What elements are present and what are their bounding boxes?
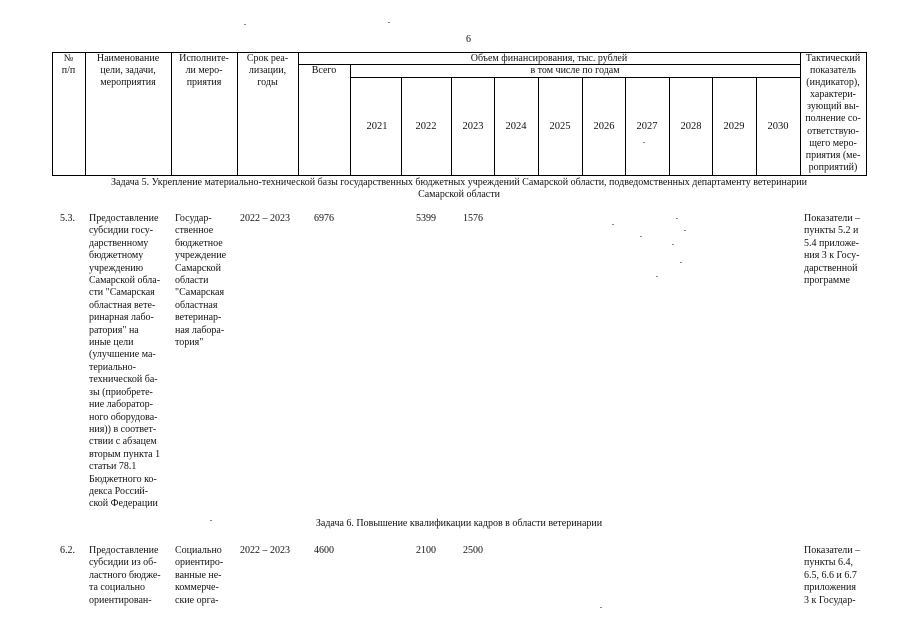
text-line: ветеринар- [175, 312, 222, 324]
row-2023-value: 2500 [463, 545, 483, 556]
text-line: пункты 5.2 и [804, 225, 859, 237]
text-line: тория" [175, 337, 204, 349]
row-number: 6.2. [60, 545, 75, 556]
text-line: 5.4 приложе- [804, 237, 859, 249]
header-line: № [63, 53, 74, 64]
col-line [866, 52, 867, 176]
text-line: дарственной [804, 262, 858, 274]
header-line: лизации, [248, 65, 287, 76]
years-subheader-divider [350, 77, 800, 78]
text-line: Бюджетного ко- [89, 473, 157, 485]
speck [388, 22, 390, 23]
text-line: ринарная лабо- [89, 312, 154, 324]
text-line: областная [175, 299, 218, 311]
text-line: ния)) в соответ- [89, 423, 157, 435]
year-2024: 2024 [505, 121, 527, 132]
text-line: ная лабора- [175, 324, 225, 336]
text-line: бюджетному [89, 250, 144, 262]
text-line: дарственному [89, 237, 149, 249]
speck [680, 262, 682, 263]
text-line: Предоставление [89, 213, 159, 224]
text-line: (улучшение ма- [89, 349, 156, 361]
header-line: характери- [810, 89, 856, 101]
speck [612, 224, 614, 225]
year-2023: 2023 [462, 121, 484, 132]
text-line: ния 3 к Госу- [804, 250, 860, 262]
year-2030: 2030 [767, 121, 789, 132]
header-line: приятия [186, 77, 222, 88]
task-title-line: Задача 5. Укрепление материально-технической базы государственных бюджетных учреждений Самарской области, подведомственных департаменту ветеринарии [111, 177, 807, 188]
text-line: ванные не- [175, 569, 222, 581]
text-line: ские орга- [175, 594, 219, 606]
row-executor [175, 213, 226, 349]
text-line: ствии с абзацем [89, 436, 157, 448]
year-2027: 2027 [636, 121, 658, 132]
text-line: субсидии госу- [89, 225, 154, 237]
row-name [89, 545, 161, 607]
page-number: 6 [466, 34, 471, 45]
header-term [237, 53, 298, 89]
header-line: (индикатор), [806, 77, 860, 89]
header-line: цели, задачи, [100, 65, 156, 76]
header-line: зующий вы- [807, 101, 859, 113]
header-by-years: в том числе по годам [530, 65, 620, 76]
header-line: щего меро- [809, 137, 857, 149]
text-line: технической ба- [89, 374, 158, 386]
header-num [52, 53, 85, 77]
row-indicator [804, 213, 860, 287]
row-indicator [804, 545, 860, 607]
header-line: роприятий) [808, 161, 858, 173]
header-line: п/п [61, 65, 76, 76]
text-line: приложения [804, 582, 856, 594]
text-line: вторым пункта 1 [89, 448, 161, 460]
speck [676, 218, 678, 219]
row-2023-value: 1576 [463, 213, 483, 224]
text-line: ние лаборатор- [89, 399, 153, 411]
text-line: Показатели – [804, 545, 861, 556]
speck [600, 607, 602, 608]
speck [684, 230, 686, 231]
col-line [401, 77, 402, 176]
row-2022-value: 5399 [416, 213, 436, 224]
year-2026: 2026 [593, 121, 615, 132]
row-term: 2022 – 2023 [240, 213, 290, 224]
text-line: ратория" на [89, 324, 139, 336]
text-line: пункты 6.4, [804, 557, 854, 569]
text-line: субсидии из об- [89, 557, 157, 569]
text-line: ориентиро- [175, 557, 224, 569]
text-line: области [175, 275, 209, 287]
text-line: "Самарская [175, 287, 225, 299]
text-line: Социально [175, 545, 222, 556]
speck [210, 520, 212, 521]
header-line: мероприятия [100, 77, 156, 88]
year-2025: 2025 [549, 121, 571, 132]
year-2022: 2022 [415, 121, 437, 132]
text-line: зы (приобрете- [89, 386, 153, 398]
speck [640, 236, 642, 237]
text-line: статьи 78.1 [89, 461, 137, 473]
text-line: учреждение [175, 250, 227, 262]
year-2021: 2021 [366, 121, 388, 132]
header-line: ли меро- [185, 65, 223, 76]
header-line: Наименование [96, 53, 160, 64]
header-line: Тактический [805, 53, 861, 64]
text-line: Государ- [175, 213, 212, 224]
text-line: ного оборудова- [89, 411, 158, 423]
text-line: иные цели [89, 337, 134, 349]
text-line: ской Федерации [89, 498, 158, 510]
header-name [85, 53, 171, 89]
text-line: декса Россий- [89, 485, 149, 497]
row-total: 4600 [314, 545, 334, 556]
row-term: 2022 – 2023 [240, 545, 290, 556]
task-title-line: Самарской области [418, 189, 500, 200]
text-line: 3 к Государ- [804, 594, 856, 606]
task5-heading [52, 177, 866, 201]
text-line: областная вете- [89, 299, 156, 311]
text-line: программе [804, 275, 850, 287]
speck [656, 276, 658, 277]
text-line: ориентирован- [89, 594, 152, 606]
col-line [350, 64, 351, 176]
row-executor [175, 545, 223, 607]
header-line: приятия (ме- [805, 149, 861, 161]
header-total: Всего [311, 65, 337, 76]
row-name [89, 213, 160, 511]
header-indicator [800, 53, 866, 174]
speck [672, 244, 674, 245]
text-line: учреждению [89, 262, 144, 274]
text-line: сти "Самарская [89, 287, 155, 299]
text-line: та социально [89, 582, 146, 594]
text-line: Показатели – [804, 213, 861, 224]
text-line: Самарской обла- [89, 275, 161, 287]
text-line: териально- [89, 361, 136, 373]
header-line: годы [257, 77, 278, 88]
year-2029: 2029 [723, 121, 745, 132]
row-number: 5.3. [60, 213, 75, 224]
text-line: 6.5, 6.6 и 6.7 [804, 569, 857, 581]
header-funding-title: Объем финансирования, тыс. рублей [470, 53, 628, 64]
speck [244, 24, 246, 25]
text-line: Предоставление [89, 545, 159, 556]
row-total: 6976 [314, 213, 334, 224]
header-line: Исполните- [179, 53, 229, 64]
text-line: коммерче- [175, 582, 219, 594]
header-line: полнение со- [805, 113, 861, 125]
text-line: ластного бюдже- [89, 569, 161, 581]
text-line: Самарской [175, 262, 221, 274]
text-line: ственное [175, 225, 214, 237]
row-2022-value: 2100 [416, 545, 436, 556]
header-line: ответствую- [807, 125, 859, 137]
header-line: показатель [810, 65, 856, 77]
header-bottom-border [52, 175, 866, 176]
year-2028: 2028 [680, 121, 702, 132]
speck [643, 142, 645, 143]
header-line: Срок реа- [246, 53, 289, 64]
header-executor [171, 53, 237, 89]
task6-heading: Задача 6. Повышение квалификации кадров в области ветеринарии [315, 518, 603, 529]
text-line: бюджетное [175, 237, 223, 249]
